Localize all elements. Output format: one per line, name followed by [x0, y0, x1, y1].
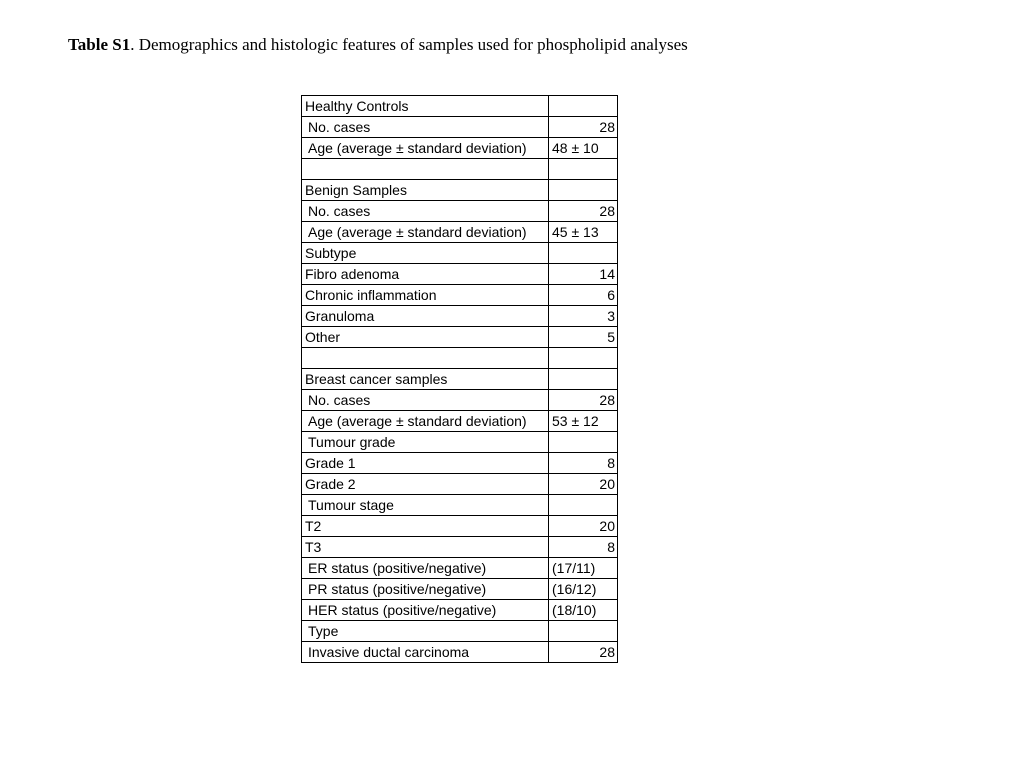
- row-value: [549, 621, 618, 642]
- table-row: [302, 474, 618, 495]
- row-label: Age (average ± standard deviation): [302, 222, 549, 243]
- row-label: PR status (positive/negative): [302, 579, 549, 600]
- row-label: No. cases: [302, 390, 549, 411]
- table-row: [302, 327, 618, 348]
- table-row: [302, 159, 618, 180]
- table-row: [302, 642, 618, 663]
- row-value: 8: [549, 453, 618, 474]
- table-row: [302, 180, 618, 201]
- row-label: Other: [302, 327, 549, 348]
- table-row: [302, 138, 618, 159]
- row-value: 5: [549, 327, 618, 348]
- table-row: [302, 600, 618, 621]
- row-value: [549, 159, 618, 180]
- row-value: (16/12): [549, 579, 618, 600]
- table-row: [302, 621, 618, 642]
- row-label: [302, 348, 549, 369]
- row-value: [549, 369, 618, 390]
- row-value: 8: [549, 537, 618, 558]
- caption-label: Table S1: [68, 35, 131, 54]
- row-label: Invasive ductal carcinoma: [302, 642, 549, 663]
- row-value: [549, 180, 618, 201]
- row-label: Type: [302, 621, 549, 642]
- row-value: 48 ± 10: [549, 138, 618, 159]
- row-label: Age (average ± standard deviation): [302, 138, 549, 159]
- row-value: [549, 348, 618, 369]
- row-label: Tumour stage: [302, 495, 549, 516]
- table-body: [302, 96, 618, 663]
- table-row: [302, 579, 618, 600]
- table-row: [302, 558, 618, 579]
- row-label: Grade 2: [302, 474, 549, 495]
- table-row: [302, 264, 618, 285]
- table-row: [302, 495, 618, 516]
- row-label: Age (average ± standard deviation): [302, 411, 549, 432]
- row-label: ER status (positive/negative): [302, 558, 549, 579]
- row-label: Subtype: [302, 243, 549, 264]
- table-row: [302, 348, 618, 369]
- row-value: [549, 495, 618, 516]
- table-row: [302, 516, 618, 537]
- row-value: 28: [549, 642, 618, 663]
- row-value: 14: [549, 264, 618, 285]
- row-value: 20: [549, 474, 618, 495]
- row-label: T3: [302, 537, 549, 558]
- table-row: [302, 222, 618, 243]
- row-label: Benign Samples: [302, 180, 549, 201]
- row-label: Tumour grade: [302, 432, 549, 453]
- row-value: 28: [549, 201, 618, 222]
- row-label: Fibro adenoma: [302, 264, 549, 285]
- table-row: [302, 243, 618, 264]
- row-value: 28: [549, 117, 618, 138]
- table-row: [302, 390, 618, 411]
- row-label: No. cases: [302, 201, 549, 222]
- table-row: [302, 96, 618, 117]
- row-value: 45 ± 13: [549, 222, 618, 243]
- table-row: [302, 453, 618, 474]
- row-label: Chronic inflammation: [302, 285, 549, 306]
- row-value: 3: [549, 306, 618, 327]
- table-row: [302, 432, 618, 453]
- demographics-table: [301, 95, 618, 663]
- table-row: [302, 369, 618, 390]
- row-value: (18/10): [549, 600, 618, 621]
- table-caption: [68, 35, 688, 55]
- row-label: [302, 159, 549, 180]
- table-row: [302, 117, 618, 138]
- row-label: T2: [302, 516, 549, 537]
- table-row: [302, 537, 618, 558]
- row-value: [549, 432, 618, 453]
- row-value: 6: [549, 285, 618, 306]
- row-label: HER status (positive/negative): [302, 600, 549, 621]
- caption-text: . Demographics and histologic features of samples used for phospholipid analyses: [130, 35, 688, 54]
- row-value: 20: [549, 516, 618, 537]
- row-label: Breast cancer samples: [302, 369, 549, 390]
- row-label: Healthy Controls: [302, 96, 549, 117]
- table-row: [302, 201, 618, 222]
- table-row: [302, 411, 618, 432]
- row-label: No. cases: [302, 117, 549, 138]
- row-value: [549, 96, 618, 117]
- row-label: Grade 1: [302, 453, 549, 474]
- row-value: [549, 243, 618, 264]
- table-row: [302, 306, 618, 327]
- table-row: [302, 285, 618, 306]
- row-value: (17/11): [549, 558, 618, 579]
- row-label: Granuloma: [302, 306, 549, 327]
- row-value: 53 ± 12: [549, 411, 618, 432]
- row-value: 28: [549, 390, 618, 411]
